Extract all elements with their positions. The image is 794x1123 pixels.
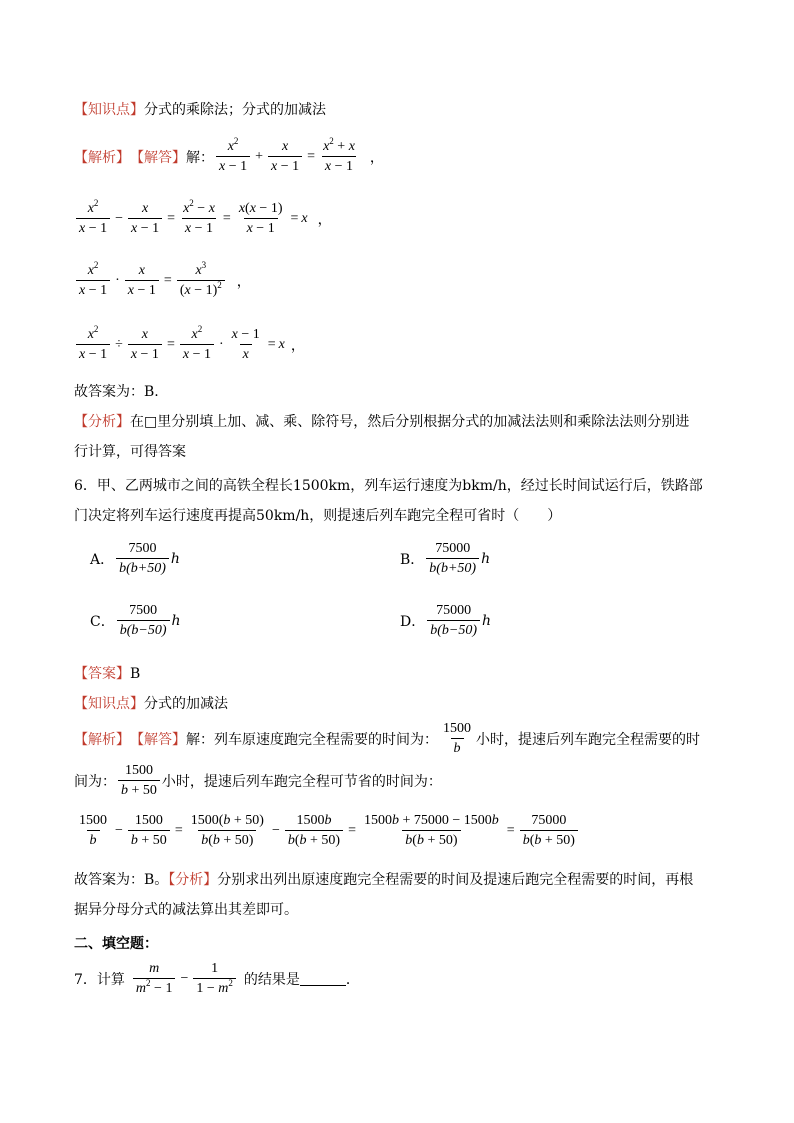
q5-result: 故答案为：B.: [74, 384, 159, 400]
q6-option-a: A． $\frac{7500}{b(b+50)}$ h: [90, 541, 180, 576]
q6-solution-line-1: 【解析】 【解答】 解：列车原速度跑完全程需要的时间为： $\frac{1500}{b}$ 小时，提速后列车跑完全程需要的时: [74, 721, 700, 756]
knowledge-tag: 【知识点】: [74, 696, 144, 712]
q6-equation: $\frac{1500}{b}$ − $\frac{1500}{b + 50}$ = $\frac{1500(b + 50)}{b(b + 50)}$ − $\frac{1500b}{b(b + 50)}$ = $\frac{1500b + 75000 - 1500b}{b(b + 50)}$ = $\frac{75000}{b(b + 50)}$: [74, 812, 580, 849]
q5-solution-line-1: 【解析】 【解答】 解： $\frac{x^2}{x - 1}$ + $\frac{x}{x - 1}$ = $\frac{x^2 + x}{x - 1}$ ，: [74, 136, 384, 174]
q6-knowledge-line: [74, 694, 228, 714]
q6-answer: B: [130, 666, 141, 682]
q6-answer-line: [74, 664, 140, 684]
q5-equation-subtract: $\frac{x^2}{x - 1}$ − $\frac{x}{x - 1}$ = $\frac{x^2 - x}{x - 1}$ = $\frac{x(x - 1)}{x - 1}$ = x ，: [74, 200, 332, 237]
answer-tag: 【答案】: [74, 666, 130, 682]
solution-tag: 【解答】: [130, 149, 186, 166]
q5-analysis-line-1: [74, 412, 689, 432]
q5-analysis-text-1: 在□里分别填上加、减、乘、除符号，然后分别根据分式的加减法法则和乘除法法则分别进: [130, 414, 690, 430]
knowledge-tag: 【知识点】: [74, 102, 144, 118]
q7-answer-blank[interactable]: [300, 971, 346, 986]
q6-stem-line-2: 门决定将列车运行速度再提高50km/h，则提速后列车跑完全程可省时（ ）: [74, 508, 562, 524]
q6-stem-line-1: 6．甲、乙两城市之间的高铁全程长1500km，列车运行速度为bkm/h，经过长时间试运行后，铁路部: [74, 478, 703, 494]
section-title: 二、填空题：: [74, 936, 158, 952]
q6-option-c: C． $\frac{7500}{b(b-50)}$ h: [90, 603, 181, 638]
q6-option-d: D． $\frac{75000}{b(b-50)}$ h: [400, 603, 492, 638]
q6-knowledge-text: 分式的加减法: [144, 696, 228, 712]
q6-option-b: B． $\frac{75000}{b(b+50)}$ h: [400, 541, 491, 576]
q6-analysis-line-2: 据异分母分式的减法算出其差即可。: [74, 902, 298, 918]
analysis2-tag: 【分析】: [74, 414, 130, 430]
q5-equation-multiply: $\frac{x^2}{x - 1}$ · $\frac{x}{x - 1}$ = $\frac{x^3}{(x - 1)^2}$ ，: [74, 262, 251, 299]
q7-line: 7．计算 $\frac{m}{m^2 - 1}$ − $\frac{1}{1 - m^2}$ 的结果是 ．: [74, 961, 360, 996]
q5-analysis-line-2: 行计算，可得答案: [74, 444, 186, 460]
q5-solve-prefix: 解：: [186, 149, 214, 166]
q5-equation-divide: $\frac{x^2}{x - 1}$ ÷ $\frac{x}{x - 1}$ = $\frac{x^2}{x - 1}$ · $\frac{x - 1}{x}$ = x ，: [74, 326, 305, 363]
q5-knowledge-line: [74, 100, 326, 120]
q5-equation-add: $\frac{x^2}{x - 1}$ + $\frac{x}{x - 1}$ = $\frac{x^2 + x}{x - 1}$: [214, 138, 360, 175]
q5-knowledge-text: 分式的乘除法；分式的加减法: [144, 102, 326, 118]
q6-result-line: 故答案为：B。【分析】分别求出列出原速度跑完全程需要的时间及提速后跑完全程需要的时间，再根: [74, 872, 694, 888]
analysis-tag: 【解析】: [74, 149, 130, 166]
q6-solution-line-2: 间为： $\frac{1500}{b + 50}$ 小时，提速后列车跑完全程可节省的时间为：: [74, 763, 442, 798]
